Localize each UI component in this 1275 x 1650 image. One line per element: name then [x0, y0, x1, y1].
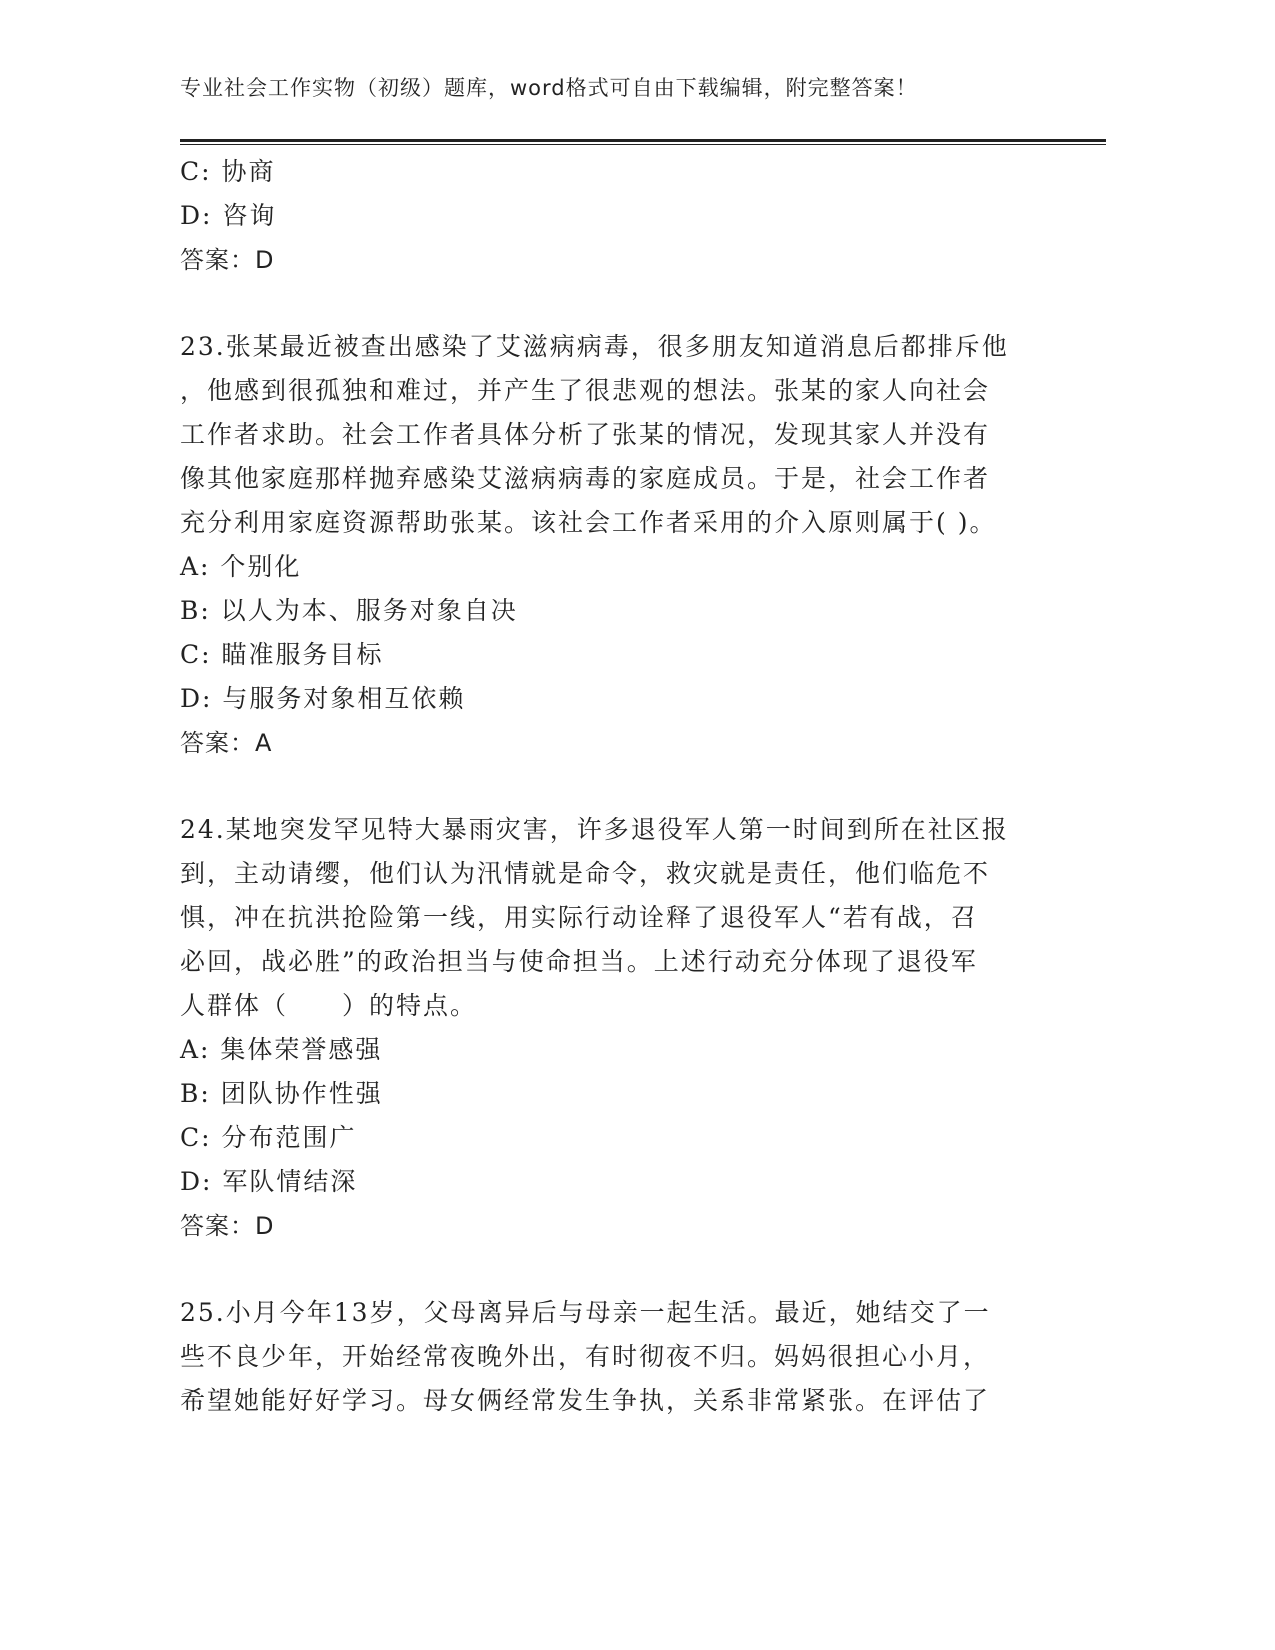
option-c: C: 分布范围广: [180, 1123, 357, 1152]
question-stem-line: ，他感到很孤独和难过，并产生了很悲观的想法。张某的家人向社会: [180, 376, 991, 405]
question-stem-line: 人群体（ ）的特点。: [180, 991, 478, 1020]
question-stem-line: 些不良少年，开始经常夜晚外出，有时彻夜不归。妈妈很担心小月，: [180, 1342, 991, 1371]
answer: 答案：D: [180, 1212, 275, 1240]
option-d: D: 军队情结深: [180, 1167, 358, 1196]
question-stem-line: 像其他家庭那样抛弃感染艾滋病病毒的家庭成员。于是，社会工作者: [180, 464, 991, 493]
page-header: 专业社会工作实物（初级）题库，word格式可自由下载编辑，附完整答案！: [180, 76, 918, 100]
question-23: [180, 325, 1060, 765]
question-stem-line: 希望她能好好学习。母女俩经常发生争执，关系非常紧张。在评估了: [180, 1386, 991, 1415]
question-stem-line: 到，主动请缨，他们认为汛情就是命令，救灾就是责任，他们临危不: [180, 859, 991, 888]
option-a: A: 个别化: [180, 552, 302, 581]
header-divider: [180, 139, 1106, 142]
spacer: [180, 765, 1060, 808]
question-stem-line: 惧，冲在抗洪抢险第一线，用实际行动诠释了退役军人“若有战，召: [180, 903, 978, 932]
question-24: [180, 808, 1060, 1248]
question-stem-line: 必回，战必胜”的政治担当与使命担当。上述行动充分体现了退役军: [180, 947, 978, 976]
option-d: D: 咨询: [180, 201, 277, 230]
option-d: D: 与服务对象相互依赖: [180, 684, 466, 713]
spacer: [180, 1248, 1060, 1291]
answer: 答案：A: [180, 729, 273, 757]
option-b: B: 以人为本、服务对象自决: [180, 596, 518, 625]
answer: 答案：D: [180, 246, 275, 274]
option-c: C: 瞄准服务目标: [180, 640, 384, 669]
question-stem-line: 工作者求助。社会工作者具体分析了张某的情况，发现其家人并没有: [180, 420, 991, 449]
question-content: [180, 150, 1060, 1423]
question-stem-line: 25.小月今年13岁，父母离异后与母亲一起生活。最近，她结交了一: [180, 1298, 991, 1327]
option-b: B: 团队协作性强: [180, 1079, 383, 1108]
question-25: [180, 1291, 1060, 1423]
spacer: [180, 282, 1060, 325]
question-stem-line: 充分利用家庭资源帮助张某。该社会工作者采用的介入原则属于( )。: [180, 508, 997, 537]
option-c: C: 协商: [180, 157, 276, 186]
question-stem-line: 24.某地突发罕见特大暴雨灾害，许多退役军人第一时间到所在社区报: [180, 815, 1009, 844]
question-stem-line: 23.张某最近被查出感染了艾滋病病毒，很多朋友知道消息后都排斥他: [180, 332, 1009, 361]
header-divider-thin: [180, 144, 1106, 145]
option-a: A: 集体荣誉感强: [180, 1035, 383, 1064]
question-22-tail: [180, 150, 1060, 282]
